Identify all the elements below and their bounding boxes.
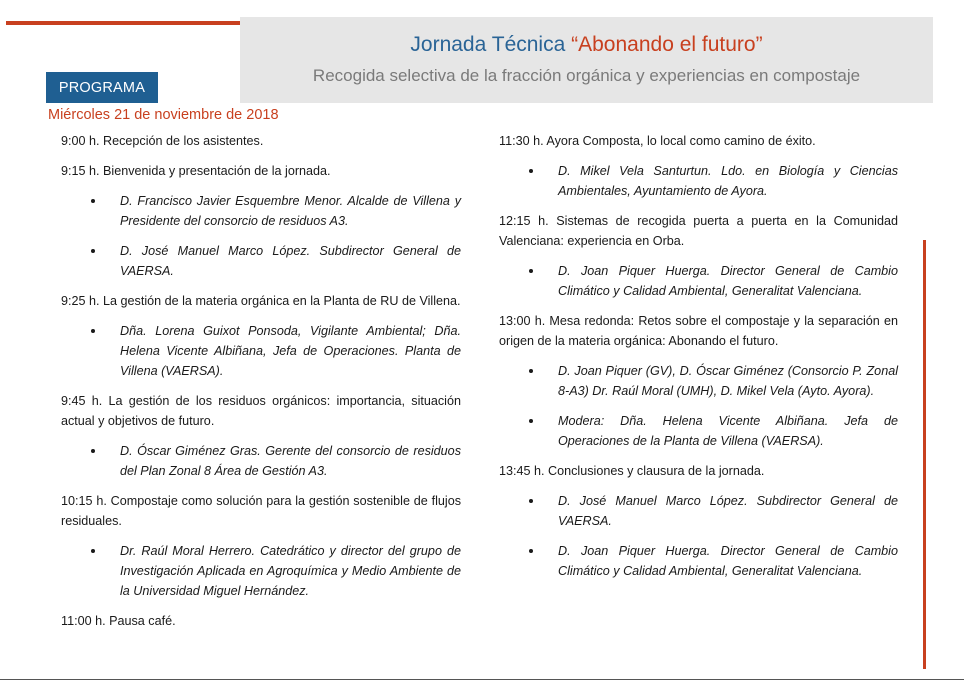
speaker-list — [61, 321, 461, 381]
page-subtitle: Recogida selectiva de la fracción orgánica y experiencias en compostaje — [312, 66, 861, 85]
session-time: 13:45 h. — [499, 464, 545, 478]
session-item — [61, 131, 461, 151]
session-item — [61, 611, 461, 631]
session-time: 9:45 h. — [61, 394, 103, 408]
speaker-text: D. Mikel Vela Santurtun. Ldo. en Biología y Ciencias Ambientales, Ayuntamiento de Ayora. — [558, 164, 898, 198]
speaker-text: Dña. Lorena Guixot Ponsoda, Vigilante Ambiental; Dña. Helena Vicente Albiñana, Jefa de Operaciones. Planta de Villena (VAERSA). — [120, 324, 461, 378]
speaker-item — [499, 261, 898, 301]
speaker-text: D. Óscar Giménez Gras. Gerente del consorcio de residuos del Plan Zonal 8 Área de Gestión A3. — [120, 444, 461, 478]
session-title: Compostaje como solución para la gestión sostenible de flujos residuales. — [61, 494, 461, 528]
speaker-list — [499, 361, 898, 451]
speaker-item — [61, 541, 461, 601]
programa-badge: PROGRAMA — [46, 72, 158, 103]
bullet-icon — [529, 169, 533, 173]
session-time: 9:25 h. — [61, 294, 100, 308]
session-title: La gestión de la materia orgánica en la Planta de RU de Villena. — [103, 294, 461, 308]
session-title: Ayora Composta, lo local como camino de éxito. — [546, 134, 816, 148]
right-accent-line — [923, 240, 926, 669]
bullet-icon — [529, 269, 533, 273]
session-title: Mesa redonda: Retos sobre el compostaje y la separación en origen de la materia orgánica: Abonando el futuro. — [499, 314, 898, 348]
speaker-item — [61, 241, 461, 281]
speaker-item — [61, 191, 461, 231]
speaker-list — [499, 491, 898, 581]
session-item — [61, 161, 461, 181]
speaker-item — [61, 321, 461, 381]
speaker-text: D. Joan Piquer (GV), D. Óscar Giménez (Consorcio P. Zonal 8-A3) Dr. Raúl Moral (UMH), D. Mikel Vela (Ayto. Ayora). — [558, 364, 898, 398]
event-date: Miércoles 21 de noviembre de 2018 — [48, 107, 279, 123]
speaker-text: D. Joan Piquer Huerga. Director General de Cambio Climático y Calidad Ambiental, Generalitat Valenciana. — [558, 264, 898, 298]
speaker-item — [61, 441, 461, 481]
speaker-text: Modera: Dña. Helena Vicente Albiñana. Jefa de Operaciones de la Planta de Villena (VAERSA). — [558, 414, 898, 448]
session-item — [61, 491, 461, 531]
bullet-icon — [91, 329, 95, 333]
session-title: Bienvenida y presentación de la jornada. — [103, 164, 331, 178]
session-time: 10:15 h. — [61, 494, 107, 508]
session-time: 12:15 h. — [499, 214, 549, 228]
speaker-item — [499, 541, 898, 581]
speaker-text: D. José Manuel Marco López. Subdirector General de VAERSA. — [120, 244, 461, 278]
speaker-item — [499, 491, 898, 531]
session-time: 11:30 h. — [499, 134, 544, 148]
session-title: Recepción de los asistentes. — [103, 134, 264, 148]
bullet-icon — [91, 199, 95, 203]
bullet-icon — [91, 249, 95, 253]
session-item — [499, 211, 898, 251]
speaker-list — [499, 161, 898, 201]
bottom-divider — [0, 679, 964, 680]
speaker-item — [499, 361, 898, 401]
speaker-text: D. Joan Piquer Huerga. Director General de Cambio Climático y Calidad Ambiental, Generalitat Valenciana. — [558, 544, 898, 578]
session-time: 13:00 h. — [499, 314, 546, 328]
page-title — [240, 33, 933, 57]
speaker-list — [61, 191, 461, 281]
session-time: 11:00 h. — [61, 614, 106, 628]
title-main: Jornada Técnica — [410, 33, 566, 56]
speaker-list — [499, 261, 898, 301]
session-title: Conclusiones y clausura de la jornada. — [548, 464, 765, 478]
bullet-icon — [529, 419, 533, 423]
bullet-icon — [529, 499, 533, 503]
bullet-icon — [529, 549, 533, 553]
session-item — [61, 391, 461, 431]
speaker-list — [61, 541, 461, 601]
schedule-right-column — [499, 131, 898, 591]
session-time: 9:00 h. — [61, 134, 100, 148]
speaker-text: D. José Manuel Marco López. Subdirector General de VAERSA. — [558, 494, 898, 528]
session-item — [499, 311, 898, 351]
bullet-icon — [529, 369, 533, 373]
schedule-left-column — [61, 131, 461, 641]
speaker-list — [61, 441, 461, 481]
session-time: 9:15 h. — [61, 164, 100, 178]
speaker-text: D. Francisco Javier Esquembre Menor. Alcalde de Villena y Presidente del consorcio de residuos A3. — [120, 194, 461, 228]
session-title: Pausa café. — [109, 614, 176, 628]
title-quoted: “Abonando el futuro” — [571, 33, 763, 56]
speaker-item — [499, 411, 898, 451]
bullet-icon — [91, 549, 95, 553]
speaker-item — [499, 161, 898, 201]
session-title: La gestión de los residuos orgánicos: importancia, situación actual y objetivos de futuro. — [61, 394, 461, 428]
session-item — [61, 291, 461, 311]
session-title: Sistemas de recogida puerta a puerta en la Comunidad Valenciana: experiencia en Orba. — [499, 214, 898, 248]
bullet-icon — [91, 449, 95, 453]
session-item — [499, 461, 898, 481]
header-banner — [240, 17, 933, 103]
session-item — [499, 131, 898, 151]
speaker-text: Dr. Raúl Moral Herrero. Catedrático y director del grupo de Investigación Aplicada en Agroquímica y Medio Ambiente de la Universidad Miguel Hernández. — [120, 544, 461, 598]
